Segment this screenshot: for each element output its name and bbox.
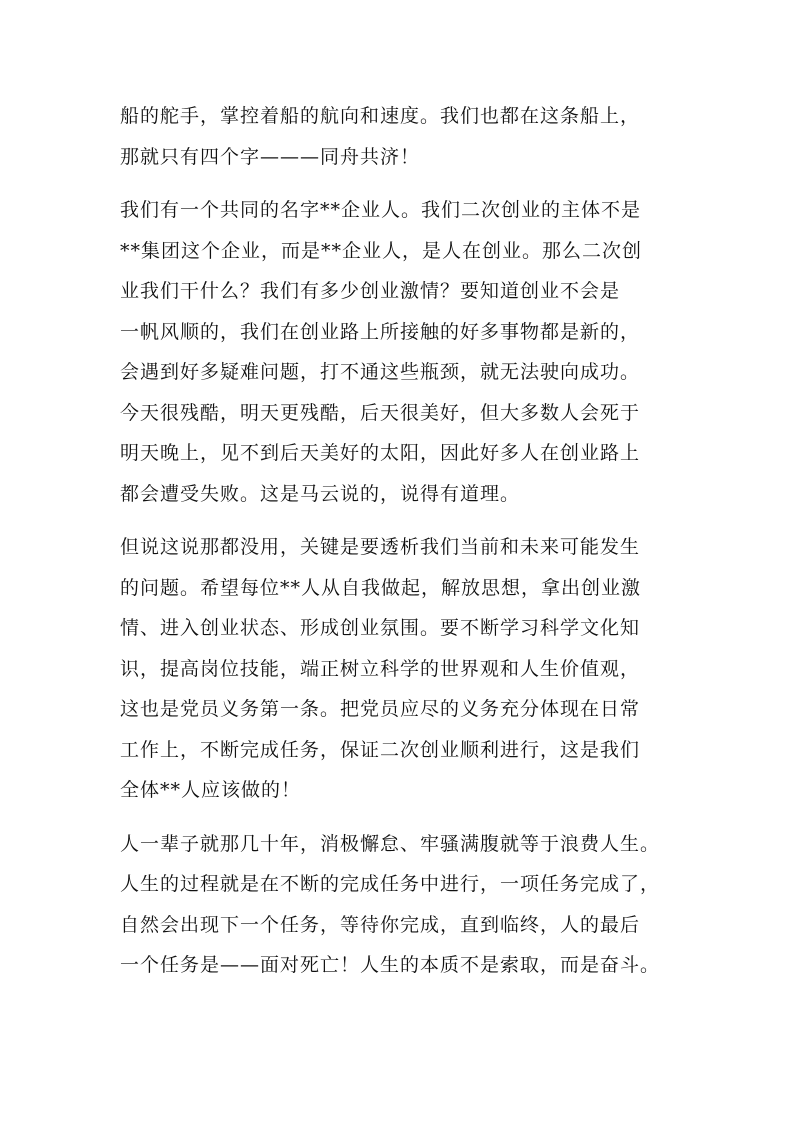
paragraph-4 <box>120 824 680 986</box>
text-line: 但说这说那都没用，关键是要透析我们当前和未来可能发生 <box>120 536 641 558</box>
text-line: 业我们干什么？我们有多少创业激情？要知道创业不会是 <box>120 280 621 302</box>
text-line: 我们有一个共同的名字**企业人。我们二次创业的主体不是 <box>120 199 642 221</box>
text-line: 一个任务是——面对死亡！人生的本质不是索取，而是奋斗。 <box>120 954 661 976</box>
text-line: **集团这个企业，而是**企业人，是人在创业。那么二次创 <box>120 239 643 262</box>
document-page <box>120 96 680 999</box>
text-line: 情、进入创业状态、形成创业氛围。要不断学习科学文化知 <box>120 617 641 639</box>
paragraph-2 <box>120 190 680 514</box>
text-line: 全体**人应该做的！ <box>120 779 302 801</box>
text-line: 今天很残酷，明天更残酷，后天很美好，但大多数人会死于 <box>120 401 641 424</box>
text-line: 都会遭受失败。这是马云说的，说得有道理。 <box>120 482 521 505</box>
text-line: 的问题。希望每位**人从自我做起，解放思想，拿出创业激 <box>120 576 642 599</box>
text-line: 一帆风顺的，我们在创业路上所接触的好多事物都是新的， <box>120 320 641 343</box>
text-line: 明天晚上，见不到后天美好的太阳，因此好多人在创业路上 <box>120 442 641 464</box>
text-line: 人一辈子就那几十年，消极懈怠、牢骚满腹就等于浪费人生。 <box>120 832 661 855</box>
text-line: 识，提高岗位技能，端正树立科学的世界观和人生价值观， <box>120 657 641 680</box>
text-line: 这也是党员义务第一条。把党员应尽的义务充分体现在日常 <box>120 698 641 720</box>
text-line: 自然会出现下一个任务，等待你完成，直到临终，人的最后 <box>120 913 641 936</box>
paragraph-1 <box>120 96 680 177</box>
text-line: 人生的过程就是在不断的完成任务中进行，一项任务完成了， <box>120 873 661 895</box>
paragraph-3 <box>120 527 680 811</box>
text-line: 工作上，不断完成任务，保证二次创业顺利进行，这是我们 <box>120 738 641 761</box>
text-line: 会遇到好多疑难问题，打不通这些瓶颈，就无法驶向成功。 <box>120 361 641 383</box>
text-line: 船的舵手，掌控着船的航向和速度。我们也都在这条船上， <box>120 105 641 127</box>
text-line: 那就只有四个字———同舟共济！ <box>120 145 421 168</box>
